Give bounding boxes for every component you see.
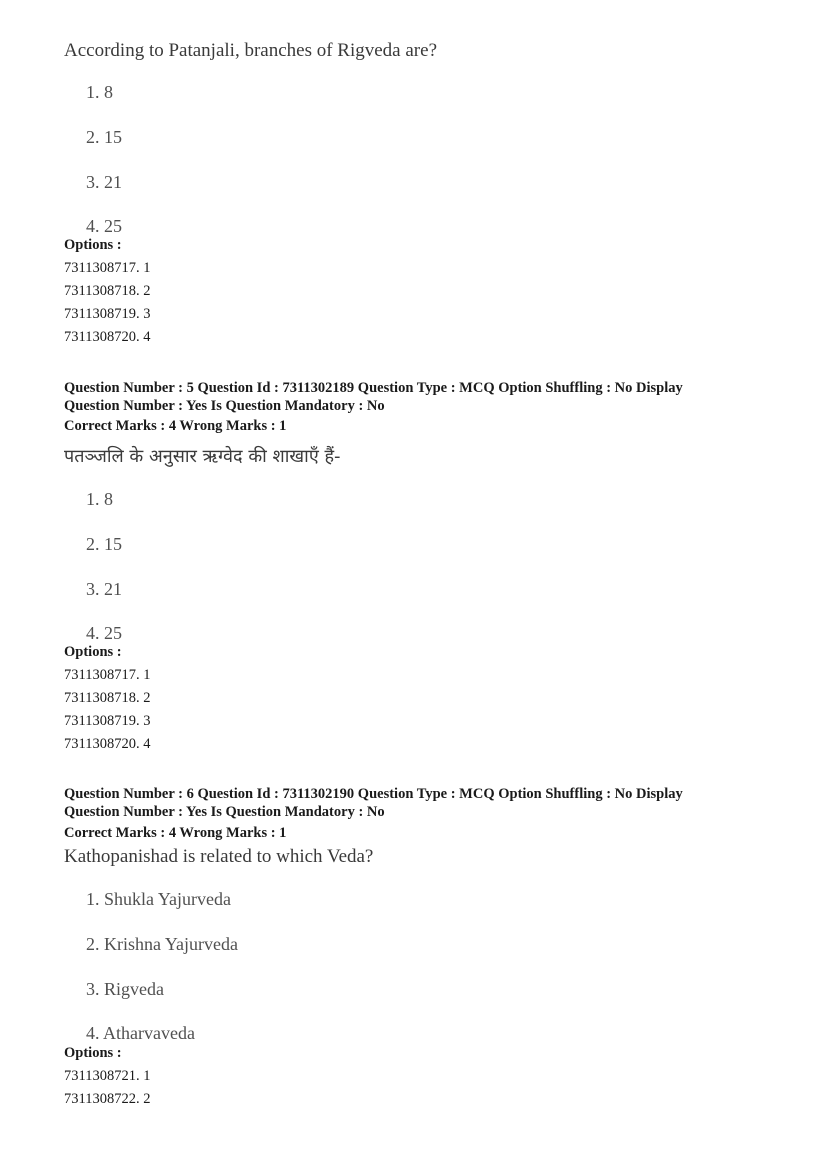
answer-choice-1: 1. Shukla Yajurveda: [86, 889, 231, 909]
question-meta-line1: Question Number : 5 Question Id : 7311302189 Question Type : MCQ Option Shuffling : No Display: [64, 380, 683, 396]
option-id-2: 7311308722. 2: [64, 1091, 151, 1107]
option-id-2: 7311308718. 2: [64, 690, 151, 706]
question-meta-line2: Question Number : Yes Is Question Mandatory : No: [64, 804, 385, 820]
answer-choice-3: 3. 21: [86, 579, 122, 599]
option-id-2: 7311308718. 2: [64, 283, 151, 299]
question-marks: Correct Marks : 4 Wrong Marks : 1: [64, 825, 287, 841]
answer-choice-2: 2. 15: [86, 127, 122, 147]
answer-choice-4: 4. Atharvaveda: [86, 1023, 195, 1043]
question-text: According to Patanjali, branches of Rigveda are?: [64, 40, 437, 61]
option-id-1: 7311308717. 1: [64, 260, 151, 276]
option-id-4: 7311308720. 4: [64, 329, 151, 345]
answer-choice-3: 3. 21: [86, 172, 122, 192]
answer-choice-1: 1. 8: [86, 82, 113, 102]
answer-choice-4: 4. 25: [86, 216, 122, 236]
options-label: Options :: [64, 644, 122, 660]
question-text: पतञ्जलि के अनुसार ऋग्वेद की शाखाएँ हैं-: [64, 446, 341, 467]
answer-choice-3: 3. Rigveda: [86, 979, 164, 999]
options-label: Options :: [64, 237, 122, 253]
question-text: Kathopanishad is related to which Veda?: [64, 846, 374, 867]
answer-choice-1: 1. 8: [86, 489, 113, 509]
question-meta-line2: Question Number : Yes Is Question Mandatory : No: [64, 398, 385, 414]
answer-choice-2: 2. Krishna Yajurveda: [86, 934, 238, 954]
option-id-4: 7311308720. 4: [64, 736, 151, 752]
option-id-3: 7311308719. 3: [64, 306, 151, 322]
option-id-1: 7311308721. 1: [64, 1068, 151, 1084]
answer-choice-4: 4. 25: [86, 623, 122, 643]
answer-choice-2: 2. 15: [86, 534, 122, 554]
option-id-3: 7311308719. 3: [64, 713, 151, 729]
question-marks: Correct Marks : 4 Wrong Marks : 1: [64, 418, 287, 434]
question-meta-line1: Question Number : 6 Question Id : 7311302190 Question Type : MCQ Option Shuffling : No Display: [64, 786, 683, 802]
option-id-1: 7311308717. 1: [64, 667, 151, 683]
options-label: Options :: [64, 1045, 122, 1061]
